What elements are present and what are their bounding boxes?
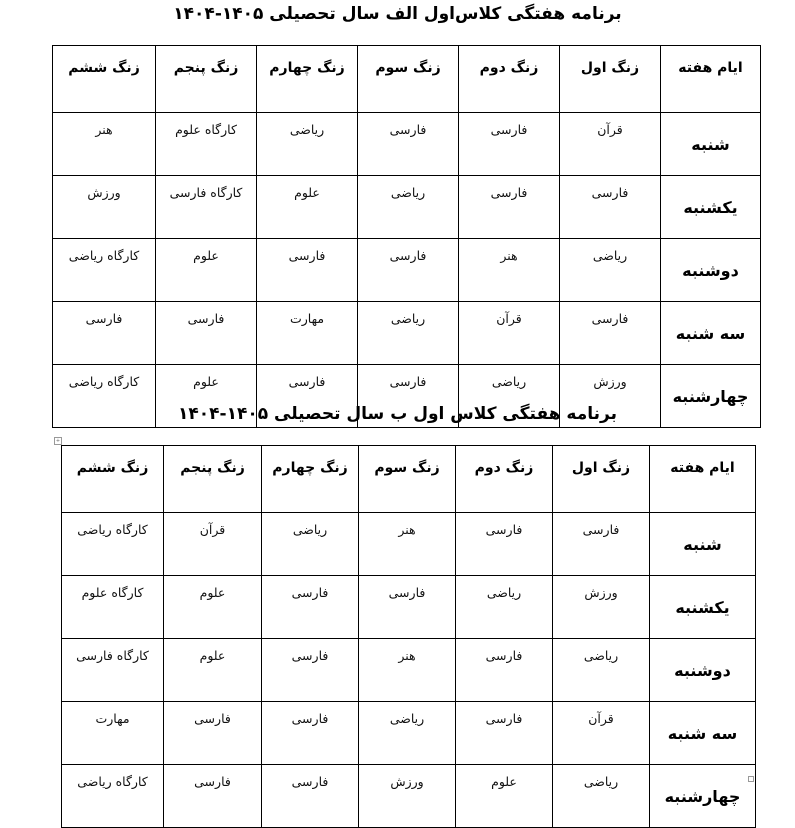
- header-period-3: زنگ سوم: [359, 446, 456, 513]
- header-period-5: زنگ پنجم: [156, 46, 257, 113]
- day-cell: دوشنبه: [661, 239, 761, 302]
- schedule-table-class-1-be: [61, 445, 756, 828]
- day-cell: سه شنبه: [650, 702, 756, 765]
- header-period-2: زنگ دوم: [459, 46, 560, 113]
- subject-cell: فارسی: [262, 765, 359, 828]
- subject-cell: ریاضی: [358, 302, 459, 365]
- header-period-3: زنگ سوم: [358, 46, 459, 113]
- subject-cell: علوم: [456, 765, 553, 828]
- header-period-1: زنگ اول: [553, 446, 650, 513]
- table-row: [62, 702, 756, 765]
- subject-cell: فارسی: [553, 513, 650, 576]
- subject-cell: کارگاه فارسی: [62, 639, 164, 702]
- subject-cell: علوم: [257, 176, 358, 239]
- header-period-2: زنگ دوم: [456, 446, 553, 513]
- subject-cell: ریاضی: [560, 239, 661, 302]
- table-row: [62, 513, 756, 576]
- subject-cell: کارگاه علوم: [62, 576, 164, 639]
- table-row: [62, 576, 756, 639]
- day-cell: سه شنبه: [661, 302, 761, 365]
- subject-cell: هنر: [459, 239, 560, 302]
- header-period-6: زنگ ششم: [53, 46, 156, 113]
- day-cell: چهارشنبه: [650, 765, 756, 828]
- subject-cell: فارسی: [560, 176, 661, 239]
- day-cell: دوشنبه: [650, 639, 756, 702]
- subject-cell: فارسی: [262, 576, 359, 639]
- table-move-handle-icon[interactable]: +: [55, 438, 61, 444]
- day-cell: یکشنبه: [650, 576, 756, 639]
- day-cell: چهارشنبه: [661, 365, 761, 428]
- subject-cell: کارگاه علوم: [156, 113, 257, 176]
- table-row: [53, 176, 761, 239]
- subject-cell: مهارت: [257, 302, 358, 365]
- subject-cell: ورزش: [53, 176, 156, 239]
- subject-cell: فارسی: [358, 365, 459, 428]
- table-row: [62, 639, 756, 702]
- subject-cell: فارسی: [156, 302, 257, 365]
- table-row: [62, 765, 756, 828]
- day-cell: یکشنبه: [661, 176, 761, 239]
- subject-cell: قرآن: [553, 702, 650, 765]
- subject-cell: کارگاه ریاضی: [53, 239, 156, 302]
- subject-cell: علوم: [164, 639, 262, 702]
- subject-cell: ریاضی: [257, 113, 358, 176]
- subject-cell: فارسی: [257, 365, 358, 428]
- header-period-1: زنگ اول: [560, 46, 661, 113]
- subject-cell: مهارت: [62, 702, 164, 765]
- header-period-4: زنگ چهارم: [257, 46, 358, 113]
- subject-cell: فارسی: [257, 239, 358, 302]
- table-row: [53, 113, 761, 176]
- subject-cell: فارسی: [456, 702, 553, 765]
- subject-cell: ریاضی: [456, 576, 553, 639]
- table-row: [53, 302, 761, 365]
- subject-cell: علوم: [164, 576, 262, 639]
- subject-cell: ریاضی: [359, 702, 456, 765]
- subject-cell: فارسی: [456, 639, 553, 702]
- subject-cell: کارگاه ریاضی: [62, 513, 164, 576]
- schedule-title-class-1-be: برنامه هفتگی کلاس اول ب سال تحصیلی ۱۴۰۵-۱۴۰۴: [178, 404, 617, 424]
- day-cell: شنبه: [650, 513, 756, 576]
- subject-cell: فارسی: [164, 765, 262, 828]
- subject-cell: ورزش: [359, 765, 456, 828]
- subject-cell: علوم: [156, 365, 257, 428]
- header-period-5: زنگ پنجم: [164, 446, 262, 513]
- subject-cell: فارسی: [560, 302, 661, 365]
- table-row: [53, 239, 761, 302]
- table-resize-handle-icon[interactable]: [748, 776, 754, 782]
- schedule-title-class-1-alef: برنامه هفتگی کلاس‌اول الف سال تحصیلی ۱۴۰۵-۱۴۰۴: [173, 4, 622, 24]
- subject-cell: فارسی: [358, 113, 459, 176]
- subject-cell: هنر: [359, 639, 456, 702]
- subject-cell: فارسی: [459, 113, 560, 176]
- subject-cell: هنر: [359, 513, 456, 576]
- header-period-4: زنگ چهارم: [262, 446, 359, 513]
- subject-cell: فارسی: [459, 176, 560, 239]
- subject-cell: علوم: [156, 239, 257, 302]
- subject-cell: قرآن: [459, 302, 560, 365]
- subject-cell: فارسی: [53, 302, 156, 365]
- header-period-6: زنگ ششم: [62, 446, 164, 513]
- subject-cell: قرآن: [164, 513, 262, 576]
- schedule-table-class-1-alef: [52, 45, 761, 428]
- subject-cell: فارسی: [359, 576, 456, 639]
- header-days-of-week: ایام هفته: [650, 446, 756, 513]
- subject-cell: ریاضی: [459, 365, 560, 428]
- subject-cell: کارگاه فارسی: [156, 176, 257, 239]
- subject-cell: ریاضی: [358, 176, 459, 239]
- subject-cell: هنر: [53, 113, 156, 176]
- subject-cell: فارسی: [262, 639, 359, 702]
- subject-cell: فارسی: [358, 239, 459, 302]
- header-row: [53, 46, 761, 113]
- subject-cell: فارسی: [262, 702, 359, 765]
- subject-cell: قرآن: [560, 113, 661, 176]
- subject-cell: ریاضی: [262, 513, 359, 576]
- subject-cell: ورزش: [553, 576, 650, 639]
- subject-cell: ورزش: [560, 365, 661, 428]
- subject-cell: کارگاه ریاضی: [53, 365, 156, 428]
- subject-cell: فارسی: [456, 513, 553, 576]
- subject-cell: فارسی: [164, 702, 262, 765]
- header-days-of-week: ایام هفته: [661, 46, 761, 113]
- subject-cell: کارگاه ریاضی: [62, 765, 164, 828]
- header-row: [62, 446, 756, 513]
- day-cell: شنبه: [661, 113, 761, 176]
- subject-cell: ریاضی: [553, 639, 650, 702]
- subject-cell: ریاضی: [553, 765, 650, 828]
